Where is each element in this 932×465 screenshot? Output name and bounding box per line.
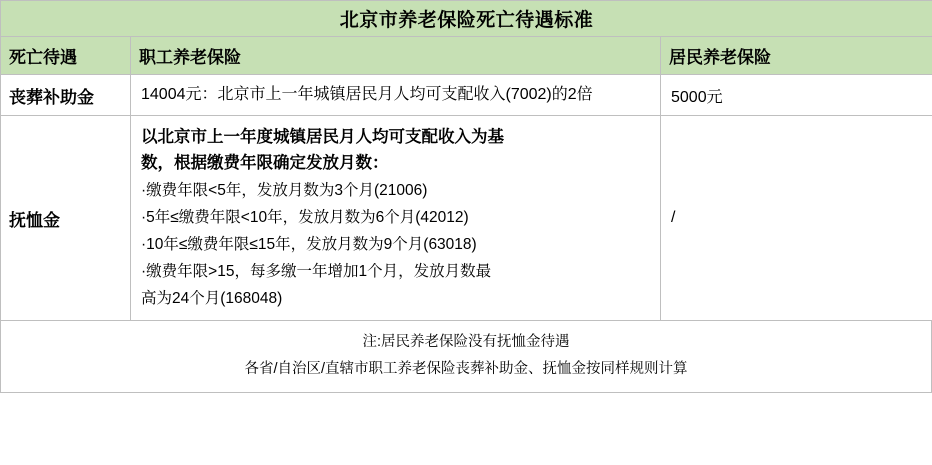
pension-allowance-bullet: 高为24个月(168048): [141, 290, 283, 308]
pension-allowance-resident-value: /: [661, 116, 932, 321]
table-row: [1, 75, 932, 116]
page-title: 北京市养老保险死亡待遇标准: [1, 1, 932, 37]
table-row: [1, 116, 932, 321]
pension-allowance-bullet: ·5年≤缴费年限<10年，发放月数为6个月(42012): [141, 208, 469, 226]
table-footer-notes: [0, 321, 932, 392]
column-header-employee-pension: 职工养老保险: [131, 37, 661, 75]
pension-allowance-lead-line-1: 以北京市上一年度城镇居民月人均可支配收入为基: [141, 128, 504, 146]
pension-allowance-bullet: ·缴费年限>15，每多缴一年增加1个月，发放月数最: [141, 263, 492, 281]
footer-note-line-2: 各省/自治区/直辖市职工养老保险丧葬补助金、抚恤金按同样规则计算: [244, 360, 688, 377]
pension-allowance-lead-line-2: 数，根据缴费年限确定发放月数：: [141, 154, 389, 173]
pension-allowance-bullet: ·10年≤缴费年限≤15年，发放月数为9个月(63018): [141, 236, 477, 254]
funeral-subsidy-resident-value: 5000元: [661, 75, 932, 116]
table-header-row: [1, 37, 932, 75]
column-header-resident-pension: 居民养老保险: [661, 37, 932, 75]
funeral-subsidy-employee-value: 14004元：北京市上一年城镇居民月人均可支配收入(7002)的2倍: [131, 75, 661, 116]
footer-note-line-1: 注:居民养老保险没有抚恤金待遇: [362, 334, 570, 351]
table-title-row: [1, 1, 932, 37]
row-label-funeral-subsidy: 丧葬补助金: [1, 75, 131, 116]
column-header-benefit-type: 死亡待遇: [1, 37, 131, 75]
pension-allowance-bullet: ·缴费年限<5年，发放月数为3个月(21006): [141, 181, 428, 199]
row-label-pension-allowance: 抚恤金: [1, 116, 131, 321]
pension-allowance-employee-value: [131, 116, 661, 321]
